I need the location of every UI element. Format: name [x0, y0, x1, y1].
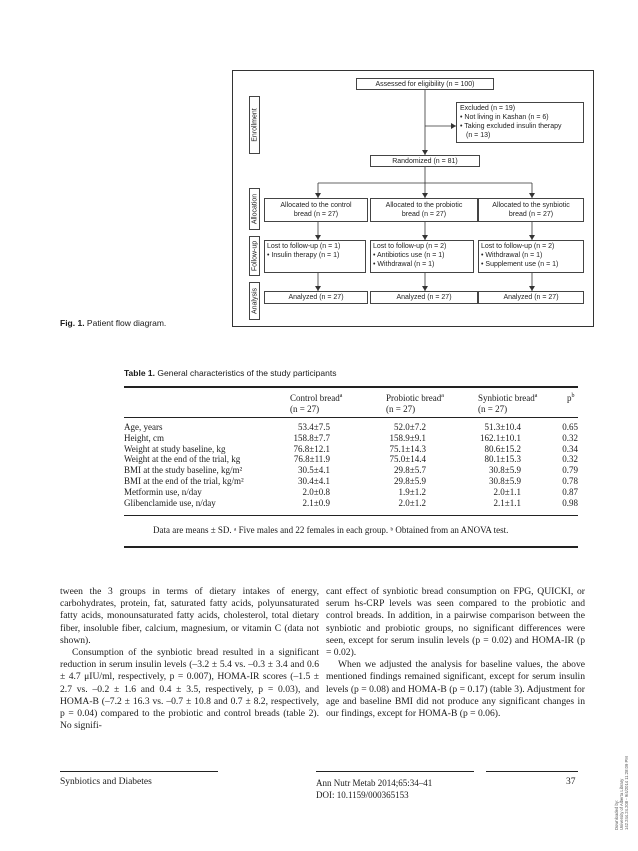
table-cell: 30.8±5.9: [489, 476, 521, 486]
followup-probiotic-box: Lost to follow-up (n = 2) • Antibiotics use (n = 1) • Withdrawal (n = 1): [370, 240, 474, 273]
section-follow-up: Follow-up: [249, 236, 260, 276]
table-cell: 53.4±7.5: [298, 422, 330, 432]
table-cell: 158.9±9.1: [389, 432, 426, 443]
table-cell: 29.8±5.9: [394, 476, 426, 486]
paragraph: When we adjusted the analysis for baseline values, the above mentioned findings remained significant, except for serum insulin levels (p = 0.08) and HOMA-B (p = 0.17) (table 3). Adjustment for age and baseline BMI did not produce any significant changes in our findings, except for HOMA-B (p = 0.06).: [326, 659, 585, 720]
table-row: [124, 433, 578, 443]
body-right-column: [326, 586, 585, 720]
header-probiotic: Probiotic bread$^a$ (n = 27): [386, 393, 444, 414]
followup-control-box: Lost to follow-up (n = 1) • Insulin therapy (n = 1): [264, 240, 366, 273]
table-row: [124, 454, 578, 464]
allocated-probiotic-box: Allocated to the probiotic bread (n = 27): [370, 198, 478, 222]
allocated-synbiotic-box: Allocated to the synbiotic bread (n = 27): [478, 198, 584, 222]
row-label: Metformin use, n/day: [124, 486, 202, 497]
table-cell: 29.8±5.7: [394, 465, 426, 476]
analyzed-synbiotic-box: Analyzed (n = 27): [478, 291, 584, 304]
analyzed-probiotic-box: Analyzed (n = 27): [370, 291, 478, 304]
table-row: [124, 465, 578, 475]
table-cell: 0.34: [562, 443, 578, 454]
table-cell: 2.0±1.1: [493, 486, 521, 497]
download-note: Downloaded by: University of Alberta Library 142.244.24.208 - 9/4/2014 11:28:09 PM: [614, 756, 629, 830]
row-label: BMI at the study baseline, kg/m²: [124, 465, 243, 476]
table-cell: 30.5±4.1: [298, 465, 330, 476]
table-cell: 76.8±11.9: [293, 454, 330, 465]
journal-citation: Ann Nutr Metab 2014;65:34–41 DOI: 10.1159/000365153: [316, 778, 433, 800]
body-left-column: [60, 586, 319, 732]
table-row: [124, 444, 578, 454]
table-cell: 1.9±1.2: [398, 486, 426, 497]
table-cell: 0.79: [562, 465, 578, 476]
table-cell: 2.1±0.9: [302, 497, 330, 508]
table-cell: 0.32: [562, 454, 578, 465]
paragraph: tween the 3 groups in terms of dietary intakes of energy, carbohydrates, protein, fat, saturated fatty acids, polyunsaturated fatty acids, monounsaturated fatty acids, cholesterol, total dietary fiber, insoluble fiber, calcium, magnesium, or vitamin C (data not shown).: [60, 586, 319, 646]
table-cell: 30.4±4.1: [298, 476, 330, 486]
page-number: 37: [566, 777, 576, 787]
table-cell: 158.8±7.7: [293, 432, 330, 443]
table-cell: 80.1±15.3: [484, 454, 521, 465]
running-title: Synbiotics and Diabetes: [60, 777, 152, 787]
table-cell: 80.6±15.2: [484, 443, 521, 454]
table-cell: 2.0±0.8: [302, 486, 330, 497]
table-title: Table 1. General characteristics of the study participants: [124, 368, 337, 378]
row-label: BMI at the end of the trial, kg/m²: [124, 476, 244, 486]
section-enrollment: Enrollment: [249, 96, 260, 154]
header-p: $p^b$: [567, 393, 575, 403]
followup-synbiotic-box: Lost to follow-up (n = 2) • Withdrawal (n = 1) • Supplement use (n = 1): [478, 240, 584, 273]
row-label: Glibenclamide use, n/day: [124, 497, 216, 508]
paragraph: Consumption of the synbiotic bread resulted in a significant reduction in serum insulin levels (–3.2 ± 5.4 vs. –0.3 ± 3.4 and 0.6 ± 4.7 μIU/ml, respectively, p = 0.007), HOMA-IR scores (–1.5 ± 2.7 vs. –0.2 ± 1.6 and 0.4 ± 3.5, respectively, p = 0.03), and HOMA-B (–7.2 ± 16.3 vs. –0.7 ± 10.8 and 0.7 ± 8.2, respectively, p = 0.04) compared to the probiotic and control breads (table 2). No signifi-: [60, 647, 319, 732]
table-row: [124, 487, 578, 497]
figure-caption: Fig. 1. Patient flow diagram.: [60, 318, 167, 328]
row-label: Age, years: [124, 422, 163, 432]
allocated-control-box: Allocated to the control bread (n = 27): [264, 198, 368, 222]
section-analysis: Analysis: [249, 282, 260, 320]
table-cell: 51.3±10.4: [484, 422, 521, 432]
table-row: [124, 422, 578, 432]
section-allocation: Allocation: [249, 188, 260, 230]
table-row: [124, 498, 578, 508]
table-cell: 52.0±7.2: [394, 422, 426, 432]
table-cell: 0.32: [562, 432, 578, 443]
table-cell: 76.8±12.1: [293, 443, 330, 454]
table-cell: 0.98: [562, 497, 578, 508]
table-cell: 30.8±5.9: [489, 465, 521, 476]
table-cell: 0.65: [562, 422, 578, 432]
table-note: Data are means ± SD. ᵃ Five males and 22 females in each group. ᵇ Obtained from an ANOVA test.: [153, 525, 509, 535]
row-label: Height, cm: [124, 432, 164, 443]
excluded-box: Excluded (n = 19) • Not living in Kashan (n = 6) • Taking excluded insulin therapy (n = 13): [456, 102, 584, 143]
table-cell: 162.1±10.1: [480, 432, 521, 443]
table-row: [124, 476, 578, 486]
table-cell: 0.78: [562, 476, 578, 486]
header-control: Control bread$^a$ (n = 27): [290, 393, 343, 414]
table-cell: 0.87: [562, 486, 578, 497]
assessed-box: Assessed for eligibility (n = 100): [356, 78, 494, 90]
table-cell: 2.1±1.1: [493, 497, 521, 508]
header-synbiotic: Synbiotic bread$^a$ (n = 27): [478, 393, 538, 414]
row-label: Weight at the end of the trial, kg: [124, 454, 241, 465]
characteristics-table: [124, 368, 578, 535]
randomized-box: Randomized (n = 81): [370, 155, 480, 167]
table-cell: 2.0±1.2: [398, 497, 426, 508]
table-cell: 75.0±14.4: [389, 454, 426, 465]
table-cell: 75.1±14.3: [389, 443, 426, 454]
analyzed-control-box: Analyzed (n = 27): [264, 291, 368, 304]
row-label: Weight at study baseline, kg: [124, 443, 226, 454]
paragraph: cant effect of synbiotic bread consumption on FPG, QUICKI, or serum hs-CRP levels was seen compared to the probiotic and control breads. In addition, in a pairwise comparison between the synbiotic and probiotic groups, no significant differences were seen, except for serum insulin levels (p = 0.02) and HOMA-IR (p = 0.02).: [326, 586, 585, 659]
